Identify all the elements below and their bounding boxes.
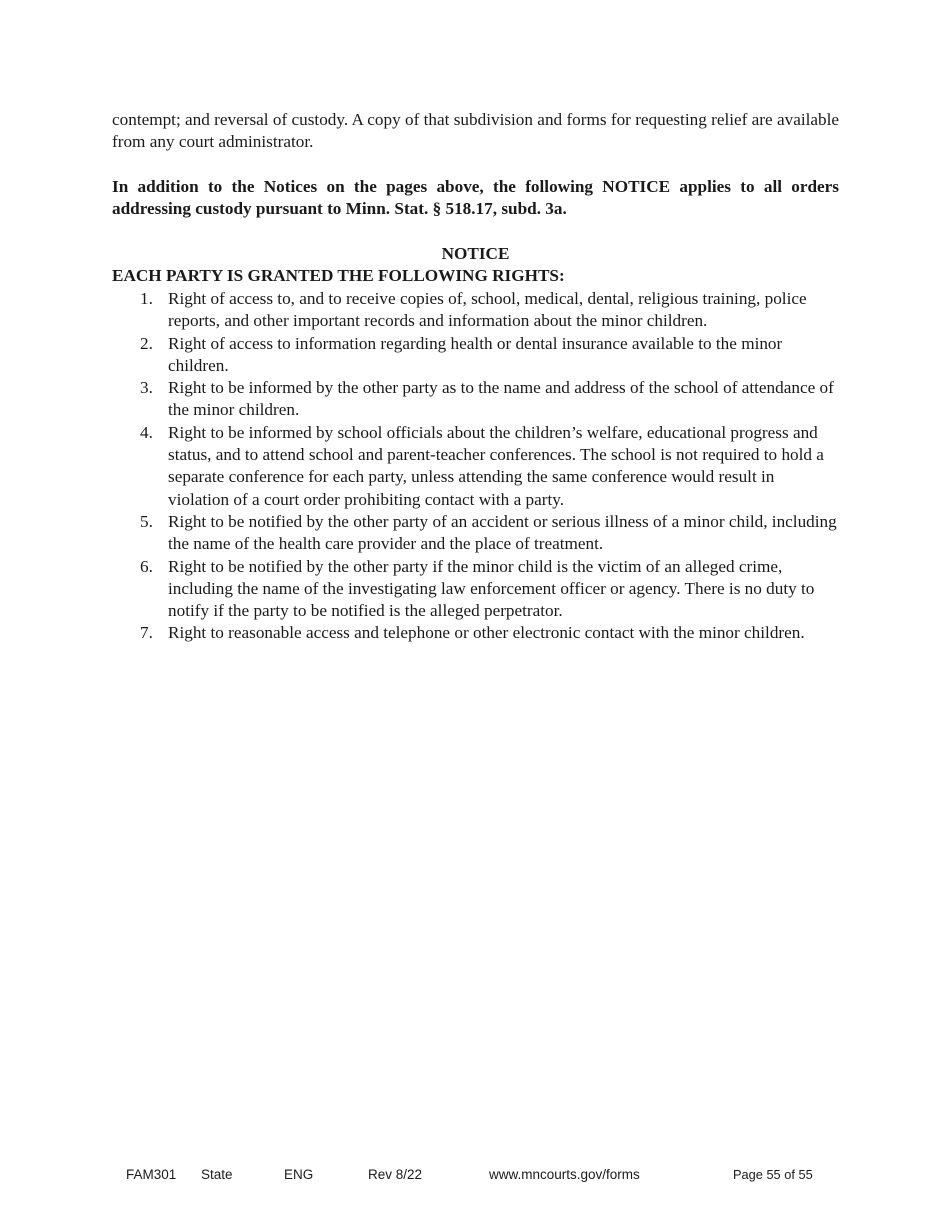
- right-number: 5.: [140, 511, 153, 531]
- right-text: Right of access to information regarding health or dental insurance available to the minor children.: [168, 333, 783, 375]
- intro-paragraph: contempt; and reversal of custody. A copy of that subdivision and forms for requesting relief are available from any court administrator.: [112, 110, 839, 152]
- footer-page-number: Page 55 of 55: [733, 1167, 813, 1182]
- page-footer: [0, 1167, 950, 1185]
- right-item-3: [112, 377, 839, 422]
- right-item-7: [112, 622, 839, 644]
- footer-form-code: FAM301: [126, 1167, 177, 1182]
- right-text: Right to reasonable access and telephone or other electronic contact with the minor children.: [168, 623, 805, 643]
- additional-notice-paragraph: In addition to the Notices on the pages above, the following NOTICE applies to all orders addressing custody pursuant to Minn. Stat. § 518.17, subd. 3a.: [112, 177, 839, 219]
- right-item-6: [112, 556, 839, 623]
- rights-heading: EACH PARTY IS GRANTED THE FOLLOWING RIGHTS:: [112, 266, 565, 285]
- right-text: Right to be notified by the other party of an accident or serious illness of a minor child, including the name of the health care provider and the place of treatment.: [168, 511, 837, 554]
- right-number: 6.: [140, 556, 153, 576]
- footer-revision: Rev 8/22: [368, 1167, 423, 1182]
- right-text: Right of access to, and to receive copies of, school, medical, dental, religious training, police reports, and other important records and information about the minor children.: [168, 289, 807, 331]
- notice-title: NOTICE: [441, 244, 510, 263]
- right-number: 3.: [140, 378, 153, 398]
- right-item-5: [112, 511, 839, 556]
- right-text: Right to be informed by the other party as to the name and address of the school of attendance of the minor children.: [168, 378, 834, 420]
- footer-jurisdiction: State: [201, 1167, 233, 1182]
- right-item-4: [112, 422, 839, 511]
- right-item-1: [112, 288, 839, 333]
- right-number: 7.: [140, 623, 153, 643]
- right-item-2: [112, 333, 839, 378]
- rights-list: [112, 288, 839, 645]
- right-text: Right to be notified by the other party if the minor child is the victim of an alleged crime, including the name of the investigating law enforcement officer or agency. There is no duty to notify if the party to be notified is the alleged perpetrator.: [168, 556, 815, 621]
- footer-language: ENG: [284, 1167, 314, 1182]
- right-number: 4.: [140, 422, 153, 442]
- right-text: Right to be informed by school officials about the children’s welfare, educational progress and status, and to attend school and parent-teacher conferences. The school is not required to hold a separate conference for each party, unless attending the same conference would result in violation of a court order prohibiting contact with a party.: [168, 422, 824, 509]
- right-number: 1.: [140, 289, 153, 308]
- footer-url[interactable]: www.mncourts.gov/forms: [489, 1167, 640, 1182]
- right-number: 2.: [140, 333, 153, 353]
